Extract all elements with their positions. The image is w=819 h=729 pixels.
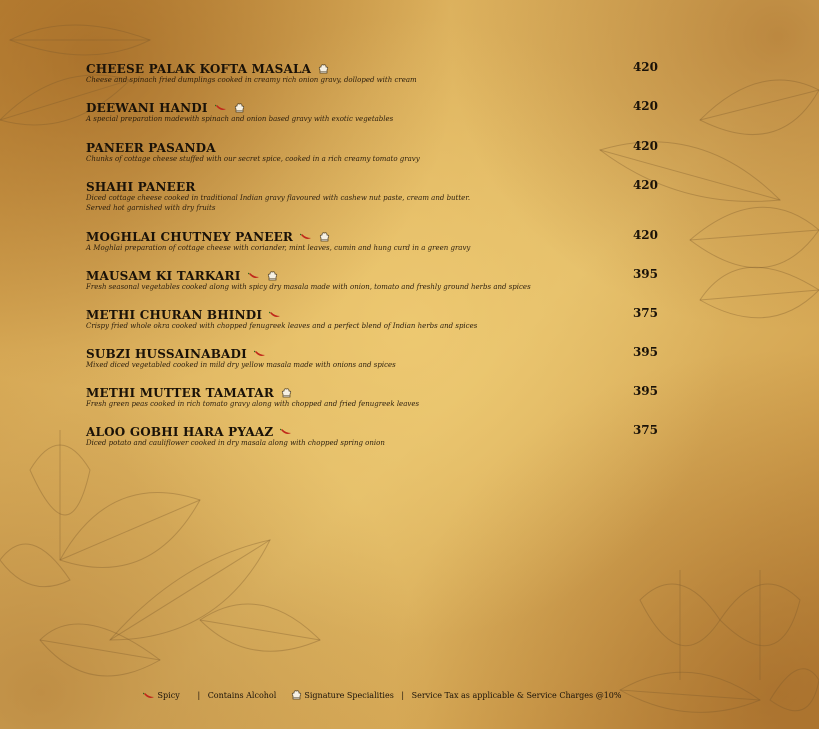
item-name: SUBZI HUSSAINABADI xyxy=(86,347,247,361)
chili-icon xyxy=(143,692,155,700)
menu-item-subzi-hussainabadi xyxy=(86,345,666,370)
legend-spicy: Spicy xyxy=(157,691,180,700)
menu-item-shahi-paneer xyxy=(86,178,666,213)
chili-icon xyxy=(269,311,281,319)
item-name: PANEER PASANDA xyxy=(86,141,216,155)
item-name-row xyxy=(86,423,666,438)
menu-item-methi-churan-bhindi xyxy=(86,306,666,331)
menu-item-methi-mutter-tamatar xyxy=(86,384,666,409)
item-name: SHAHI PANEER xyxy=(86,180,196,194)
menu-item-aloo-gobhi-hara-pyaaz xyxy=(86,423,666,448)
item-name-row xyxy=(86,139,666,154)
menu-item-deewani-handi xyxy=(86,99,666,124)
chef-hat-icon xyxy=(319,232,330,243)
chili-icon xyxy=(254,350,266,358)
item-price: 420 xyxy=(632,178,658,192)
item-name: MAUSAM KI TARKARI xyxy=(86,269,241,283)
item-description: Fresh green peas cooked in rich tomato gravy along with chopped and fried fenugreek leaves xyxy=(86,400,420,408)
item-name-row xyxy=(86,99,666,114)
item-name-row xyxy=(86,178,666,193)
chef-hat-icon xyxy=(234,103,245,114)
item-description: A special preparation madewith spinach and onion based gravy with exotic vegetables xyxy=(86,115,394,123)
item-description: Cheese and spinach fried dumplings cooked in creamy rich onion gravy, dolloped with cream xyxy=(86,76,417,84)
item-price: 395 xyxy=(632,267,658,281)
legend-divider: | xyxy=(401,691,405,700)
item-price: 375 xyxy=(632,423,658,437)
chef-hat-icon xyxy=(318,64,329,75)
item-name-row xyxy=(86,228,666,243)
item-description: Chunks of cottage cheese stuffed with our secret spice, cooked in a rich creamy tomato gravy xyxy=(86,155,420,163)
chef-hat-icon xyxy=(281,388,292,399)
menu-item-cheese-palak-kofta-masala xyxy=(86,60,666,85)
item-name: METHI CHURAN BHINDI xyxy=(86,308,263,322)
item-description: Mixed diced vegetabled cooked in mild dry yellow masala made with onions and spices xyxy=(86,361,396,369)
item-name-row xyxy=(86,60,666,75)
legend-alcohol: Contains Alcohol xyxy=(207,691,277,700)
item-price: 375 xyxy=(632,306,658,320)
tax-note: Service Tax as applicable & Service Charges @10% xyxy=(411,691,622,700)
item-name: METHI MUTTER TAMATAR xyxy=(86,386,275,400)
item-description: Diced potato and cauliflower cooked in dry masala along with chopped spring onion xyxy=(86,439,385,447)
item-name: DEEWANI HANDI xyxy=(86,101,208,115)
item-name: CHEESE PALAK KOFTA MASALA xyxy=(86,62,312,76)
chili-icon xyxy=(300,233,312,241)
item-name: MOGHLAI CHUTNEY PANEER xyxy=(86,230,294,244)
chef-hat-icon xyxy=(291,690,302,701)
item-name: ALOO GOBHI HARA PYAAZ xyxy=(86,425,274,439)
menu-item-paneer-pasanda xyxy=(86,139,666,164)
chili-icon xyxy=(248,272,260,280)
item-price: 420 xyxy=(632,99,658,113)
item-description: Fresh seasonal vegetables cooked along with spicy dry masala made with onion, tomato and freshly ground herbs and spices xyxy=(86,283,531,291)
chili-icon xyxy=(280,428,292,436)
legend-signature: Signature Specialities xyxy=(304,691,394,700)
item-name-row xyxy=(86,384,666,399)
item-description: A Moghlai preparation of cottage cheese with coriander, mint leaves, cumin and hung curd in a green gravy xyxy=(86,244,471,252)
item-description-line-2: Served hot garnished with dry fruits xyxy=(86,204,216,212)
menu-item-mausam-ki-tarkari xyxy=(86,267,666,292)
menu-item-moghlai-chutney-paneer xyxy=(86,228,666,253)
item-price: 395 xyxy=(632,345,658,359)
legend-footer xyxy=(140,690,700,701)
item-description: Crispy fried whole okra cooked with chopped fenugreek leaves and a perfect blend of Indian herbs and spices xyxy=(86,322,478,330)
chef-hat-icon xyxy=(267,271,278,282)
item-price: 420 xyxy=(632,139,658,153)
item-description: Diced cottage cheese cooked in traditional Indian gravy flavoured with cashew nut paste, cream and butter. xyxy=(86,194,471,202)
item-price: 420 xyxy=(632,60,658,74)
item-name-row xyxy=(86,306,666,321)
item-name-row xyxy=(86,345,666,360)
item-price: 395 xyxy=(632,384,658,398)
item-name-row xyxy=(86,267,666,282)
item-price: 420 xyxy=(632,228,658,242)
chili-icon xyxy=(215,104,227,112)
legend-divider: | xyxy=(187,691,201,700)
